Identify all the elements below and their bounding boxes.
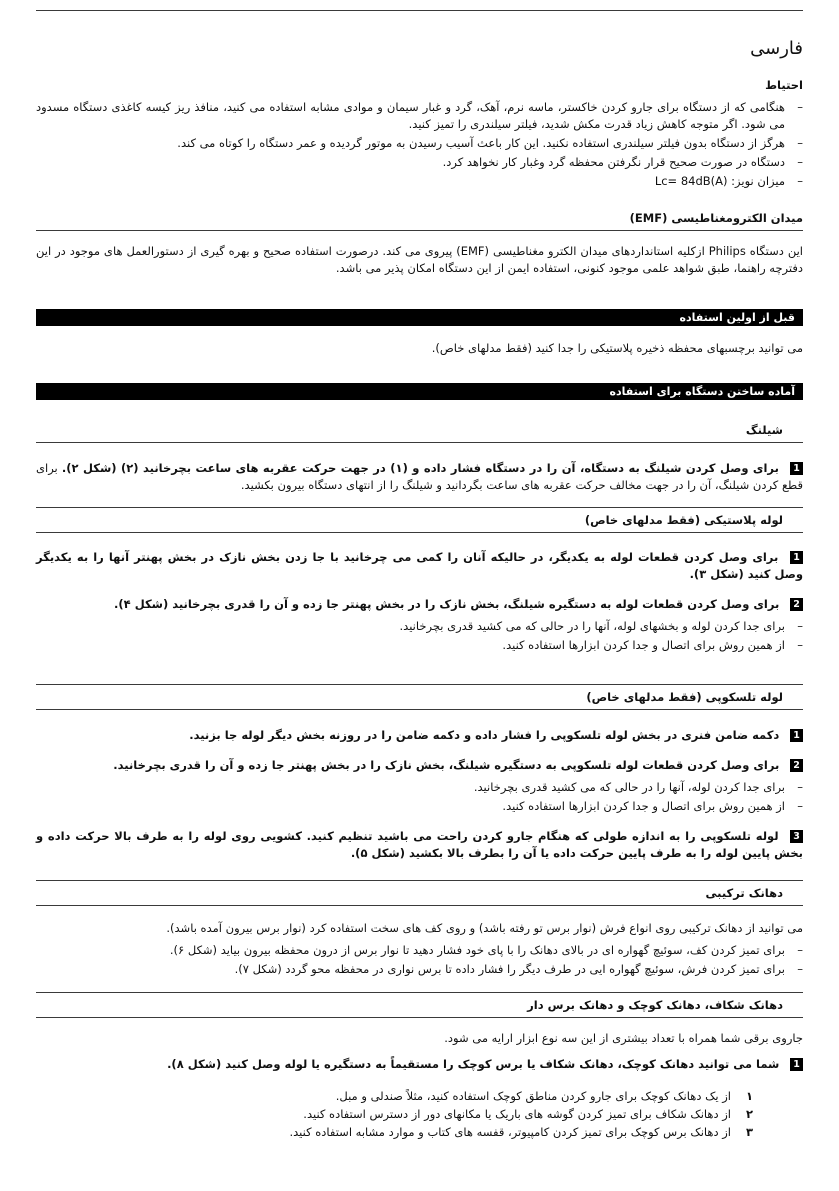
top-divider <box>36 10 803 11</box>
plastic-tube-heading: لوله پلاستیکی (فقط مدلهای خاص) <box>584 513 783 527</box>
plastic-tube-step-2 <box>36 596 803 613</box>
step-instruction: شما می توانید دهانک کوچک، دهانک شکاف یا برس کوچک را مستقیماً به دستگیره یا لوله وصل کنید (شکل ۸). <box>167 1057 780 1071</box>
note-text: از همین روش برای اتصال و جدا کردن ابزارها استفاده کنید. <box>502 799 785 813</box>
step-instruction: دکمه ضامن فنری در بخش لوله تلسکوپی را فشار داده و دکمه ضامن را در روزنه بخش دیگر لوله جا بزنید. <box>189 728 780 742</box>
step-instruction: برای وصل کردن قطعات لوله به دستگیره شیلنگ، بخش نازک را در بخش پهنتر جا زده و آن را قدری بچرخانید (شکل ۴). <box>114 597 780 611</box>
emf-paragraph: این دستگاه Philips ازکلیه استانداردهای میدان الکترو مغناطیسی (EMF) پیروی می کند. درصورت استفاده صحیح و بهره گیری از دستورالعمل های موجود در این دفترچه راهنما، طبق شواهد علمی موجود کنونی، استفاده ایمن از این دستگاه امکان پذیر می باشد. <box>36 244 803 275</box>
emf-heading: میدان الکترومغناطیسی (EMF) <box>629 211 803 225</box>
caution-item-text: هرگز از دستگاه بدون فیلتر سیلندری استفاده نکنید. این کار باعث آسیب رسیدن به موتور گردیده و عمر دستگاه را کوتاه می کند. <box>177 136 785 150</box>
section-bar-title: قبل از اولین استفاده <box>679 311 795 324</box>
noise-level-text: میزان نویز: Lc= 84dB(A) <box>654 174 785 188</box>
divider <box>36 442 803 443</box>
small-nozzles-subsection <box>36 992 803 1018</box>
section-bar-before-first-use <box>36 309 803 326</box>
divider <box>36 905 803 906</box>
combination-nozzle-heading: دهانک ترکیبی <box>705 886 783 900</box>
divider <box>36 1017 803 1018</box>
step-note: برای قطع کردن شیلنگ، آن را در جهت مخالف حرکت عقربه های ساعت بگردانید و شیلنگ را از انتهای دستگاه بیرون بکشید. <box>36 461 803 492</box>
nozzle-usage-list <box>36 1087 803 1141</box>
note-text: برای جدا کردن لوله و بخشهای لوله، آنها را در حالی که می کشید قدری بچرخانید. <box>399 619 785 633</box>
before-first-use-paragraph: می توانید برچسبهای محفظه ذخیره پلاستیکی را جدا کنید (فقط مدلهای خاص). <box>431 341 803 355</box>
combination-nozzle-subsection <box>36 880 803 906</box>
divider <box>36 709 803 710</box>
plastic-tube-subsection <box>36 507 803 533</box>
step-number-badge: 1 <box>790 551 803 564</box>
combination-nozzle-notes <box>36 942 803 978</box>
note-text: برای تمیز کردن فرش، سوئیچ گهواره ایی در طرف دیگر را فشار داده تا برس نواری در محفظه محو گردد (شکل ۷). <box>234 962 785 976</box>
dash-marker: – <box>797 943 803 957</box>
step-number-badge: 3 <box>790 830 803 843</box>
small-nozzles-heading: دهانک شکاف، دهانک کوچک و دهانک برس دار <box>527 998 783 1012</box>
list-item <box>36 154 803 171</box>
step-instruction: برای وصل کردن قطعات لوله به یکدیگر، در حالیکه آنان را کمی می چرخانید با جا زدن بخش نازک در بخش پهنتر آنها را به یکدیگر وصل کنید (شکل ۳). <box>36 550 803 581</box>
step-instruction: برای وصل کردن شیلنگ به دستگاه، آن را در دستگاه فشار داده و (۱) در جهت حرکت عقربه های ساعت بچرخانید (۲) (شکل ۲). <box>61 461 779 475</box>
step-instruction: برای وصل کردن قطعات لوله تلسکوپی به دستگیره شیلنگ، بخش نازک را در بخش پهنتر جا زده و آن را قدری بچرخانید. <box>113 758 780 772</box>
section-bar-preparing <box>36 383 803 400</box>
note-text: برای جدا کردن لوله، آنها را در حالی که می کشید قدری بچرخانید. <box>473 780 785 794</box>
combination-nozzle-paragraph: می توانید از دهانک ترکیبی روی انواع فرش (نوار برس تو رفته باشد) و روی کف های سخت استفاده کرد (نوار برس بیرون آمده باشد). <box>166 921 803 935</box>
dash-marker: – <box>797 638 803 652</box>
list-item <box>36 961 803 978</box>
step-number-badge: 2 <box>790 598 803 611</box>
step-number-badge: 1 <box>790 1058 803 1071</box>
telescopic-tube-heading: لوله تلسکوپی (فقط مدلهای خاص) <box>586 690 783 704</box>
telescopic-step-1 <box>36 727 803 744</box>
list-item-text: از یک دهانک کوچک برای جارو کردن مناطق کوچک استفاده کنید، مثلاً صندلی و مبل. <box>335 1089 731 1103</box>
list-item <box>36 173 803 190</box>
divider <box>36 230 803 231</box>
small-nozzles-step-1 <box>36 1056 803 1073</box>
plastic-tube-notes <box>36 618 803 654</box>
dash-marker: – <box>797 174 803 188</box>
list-item <box>36 99 803 133</box>
page-language-title: فارسى <box>750 38 803 59</box>
step-number-badge: 2 <box>790 759 803 772</box>
dash-marker: – <box>797 155 803 169</box>
caution-item-text: دستگاه در صورت صحیح قرار نگرفتن محفظه گرد وغبار کار نخواهد کرد. <box>442 155 785 169</box>
divider <box>36 532 803 533</box>
list-item <box>36 1105 753 1123</box>
hose-subsection <box>36 418 803 443</box>
list-number: ۲ <box>745 1107 753 1121</box>
step-number-badge: 1 <box>790 729 803 742</box>
small-nozzles-intro: جاروی برقی شما همراه با تعداد بیشتری از این سه نوع ابزار ارایه می شود. <box>444 1031 803 1045</box>
list-item-text: از دهانک برس کوچک برای تمیز کردن کامپیوتر، قفسه های کتاب و موارد مشابه استفاده کنید. <box>289 1125 731 1139</box>
list-item <box>36 798 803 815</box>
telescopic-notes <box>36 779 803 815</box>
dash-marker: – <box>797 780 803 794</box>
dash-marker: – <box>797 799 803 813</box>
caution-item-text: هنگامی که از دستگاه برای جارو کردن خاکستر، ماسه نرم، آهک، گرد و غبار سیمان و موادی مشابه استفاده می کنید، منافذ ریز کیسه کاغذی دستگاه مسدود می شود. اگر متوجه کاهش زیاد قدرت مکش شدید، فیلتر سیلندری را تمیز کنید. <box>36 100 785 131</box>
section-bar-title: آماده ساختن دستگاه برای استفاده <box>609 385 795 398</box>
list-item-text: از دهانک شکاف برای تمیز کردن گوشه های باریک یا مکانهای دور از دسترس استفاده کنید. <box>303 1107 731 1121</box>
dash-marker: – <box>797 100 803 114</box>
telescopic-step-2 <box>36 757 803 774</box>
telescopic-step-3 <box>36 828 803 862</box>
dash-marker: – <box>797 619 803 633</box>
list-number: ۱ <box>745 1089 753 1103</box>
list-item <box>36 1123 753 1141</box>
telescopic-tube-subsection <box>36 684 803 710</box>
dash-marker: – <box>797 136 803 150</box>
list-number: ۳ <box>745 1125 753 1139</box>
hose-heading: شیلنگ <box>745 423 783 437</box>
list-item <box>36 1087 753 1105</box>
list-item <box>36 637 803 654</box>
note-text: برای تمیز کردن کف، سوئیچ گهواره ای در بالای دهانک را با پای خود فشار دهید تا نوار برس از درون محفظه بیرون بیاید (شکل ۶). <box>169 943 785 957</box>
list-item <box>36 618 803 635</box>
step-number-badge: 1 <box>790 462 803 475</box>
list-item <box>36 135 803 152</box>
note-text: از همین روش برای اتصال و جدا کردن ابزارها استفاده کنید. <box>502 638 785 652</box>
plastic-tube-step-1 <box>36 549 803 583</box>
step-instruction: لوله تلسکوپی را به اندازه طولی که هنگام جارو کردن راحت می باشید تنظیم کنید. کشویی روی لوله را به طرف بالا حرکت داده و بخش پایین لوله را به طرف پایین حرکت داده یا آن را بطرف بالا بکشید (شکل ۵). <box>36 829 803 860</box>
hose-step-1 <box>36 460 803 494</box>
list-item <box>36 942 803 959</box>
dash-marker: – <box>797 962 803 976</box>
caution-heading: احتياط <box>765 78 803 92</box>
caution-list <box>36 99 803 190</box>
list-item <box>36 779 803 796</box>
